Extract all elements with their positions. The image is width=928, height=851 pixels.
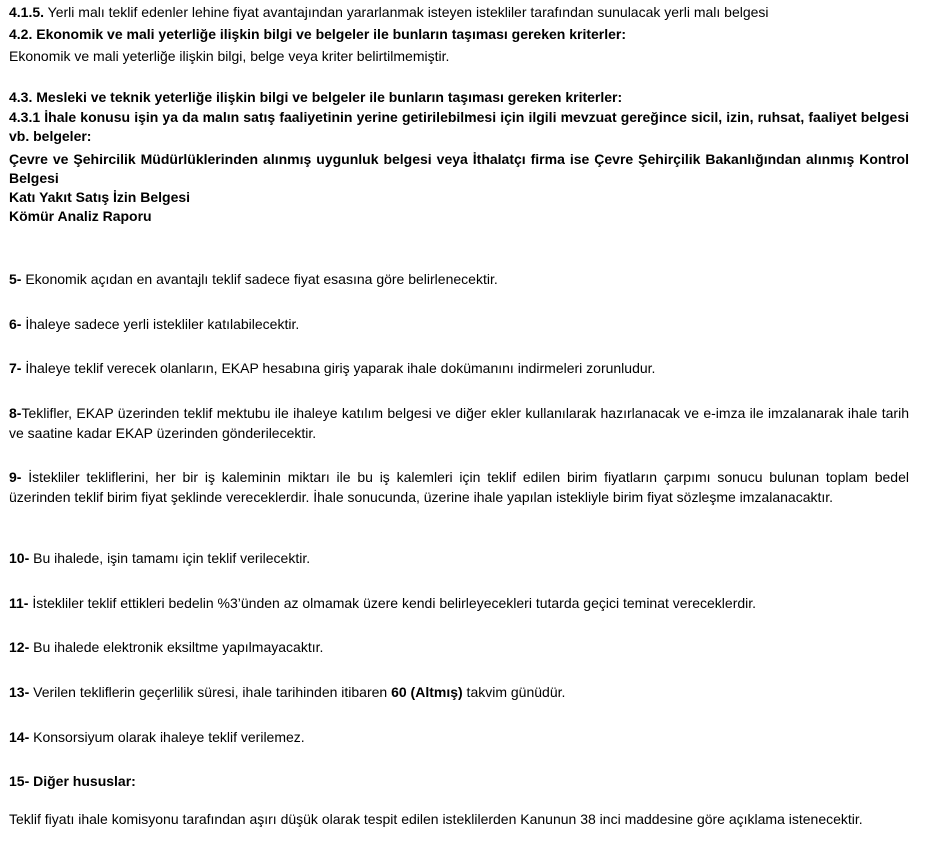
item-15: [9, 772, 136, 790]
section-title: İhale konusu işin ya da malın satış faaliyetinin yerine getirilebilmesi için ilgili mevzuat gereğince sicil, izin, ruhsat, faaliyet belgesi vb. belgeler:: [9, 109, 909, 144]
section-title: Ekonomik ve mali yeterliğe ilişkin bilgi ve belgeler ile bunların taşıması gereken kriterler:: [32, 26, 627, 42]
section-4-3-1-heading: [9, 108, 909, 146]
required-document-1: Çevre ve Şehircilik Müdürlüklerinden alınmış uygunluk belgesi veya İthalatçı firma ise Çevre Şehirçilik Bakanlığından alınmış Kontrol Belgesi: [9, 151, 909, 186]
item-text: İstekliler teklif ettikleri bedelin %3’ünden az olmamak üzere kendi belirleyecekleri tutarda geçici teminat vereceklerdir.: [28, 595, 757, 611]
section-4-1-5: [9, 3, 769, 21]
item-text: Bu ihalede, işin tamamı için teklif verilecektir.: [29, 550, 311, 566]
item-number: 9-: [9, 469, 22, 485]
item-text: Verilen tekliflerin geçerlilik süresi, ihale tarihinden itibaren: [29, 684, 392, 700]
section-number: 4.3.1: [9, 109, 41, 125]
item-number: 6-: [9, 316, 22, 332]
section-title: Mesleki ve teknik yeterliğe ilişkin bilgi ve belgeler ile bunların taşıması gereken kriterler:: [32, 89, 623, 105]
section-text: Yerli malı teklif edenler lehine fiyat avantajından yararlanmak isteyen istekliler tarafından sunulacak yerli malı belgesi: [44, 4, 769, 20]
item-text: Bu ihalede elektronik eksiltme yapılmayacaktır.: [29, 639, 324, 655]
item-number: 12-: [9, 639, 30, 655]
item-number: 15-: [9, 773, 30, 789]
section-number: 4.3.: [9, 89, 33, 105]
item-11: [9, 594, 756, 612]
item-text: İhaleye sadece yerli istekliler katılabilecektir.: [21, 316, 300, 332]
item-number: 13-: [9, 684, 30, 700]
validity-period: 60 (Altmış): [391, 684, 463, 700]
section-number: 4.2.: [9, 26, 33, 42]
section-4-2-text: Ekonomik ve mali yeterliğe ilişkin bilgi, belge veya kriter belirtilmemiştir.: [9, 48, 450, 64]
item-14: [9, 728, 305, 746]
item-13: [9, 683, 565, 701]
item-number: 14-: [9, 729, 30, 745]
item-text: İhaleye teklif verecek olanların, EKAP hesabına giriş yaparak ihale dokümanını indirmeleri zorunludur.: [21, 360, 656, 376]
item-7: [9, 359, 655, 377]
section-number: 4.1.5.: [9, 4, 45, 20]
item-number: 10-: [9, 550, 30, 566]
item-number: 7-: [9, 360, 22, 376]
item-number: 11-: [9, 595, 29, 611]
item-12: [9, 638, 323, 656]
section-4-3-heading: [9, 88, 622, 106]
item-5: [9, 270, 498, 288]
required-document-2: Katı Yakıt Satış İzin Belgesi: [9, 189, 191, 205]
required-document-3: Kömür Analiz Raporu: [9, 208, 152, 224]
item-text: Konsorsiyum olarak ihaleye teklif verilemez.: [29, 729, 305, 745]
item-title: Diğer hususlar:: [29, 773, 136, 789]
item-10: [9, 549, 310, 567]
item-number: 8-: [9, 405, 22, 421]
item-text: İstekliler tekliflerini, her bir iş kaleminin miktarı ile bu iş kalemleri için teklif edilen birim fiyatların çarpımı sonucu bulunan toplam bedel üzerinden teklif birim fiyat şeklinde vereceklerdir. İhale sonucunda, üzerine ihale yapılan istekliyle birim fiyat sözleşme imzalanacaktır.: [9, 469, 909, 505]
item-text-end: takvim günüdür.: [462, 684, 566, 700]
item-text: Ekonomik açıdan en avantajlı teklif sadece fiyat esasına göre belirlenecektir.: [21, 271, 498, 287]
item-8: [9, 403, 909, 443]
item-text: Teklifler, EKAP üzerinden teklif mektubu ile ihaleye katılım belgesi ve diğer ekler kullanılarak hazırlanacak ve e-imza ile imzalanarak ihale tarih ve saatine kadar EKAP üzerinden gönderilecektir.: [9, 405, 909, 441]
section-4-2-heading: [9, 25, 626, 43]
final-paragraph: Teklif fiyatı ihale komisyonu tarafından aşırı düşük olarak tespit edilen isteklilerden Kanunun 38 inci maddesine göre açıklama istenecektir.: [9, 811, 863, 827]
item-6: [9, 315, 299, 333]
item-number: 5-: [9, 271, 22, 287]
item-9: [9, 467, 909, 507]
